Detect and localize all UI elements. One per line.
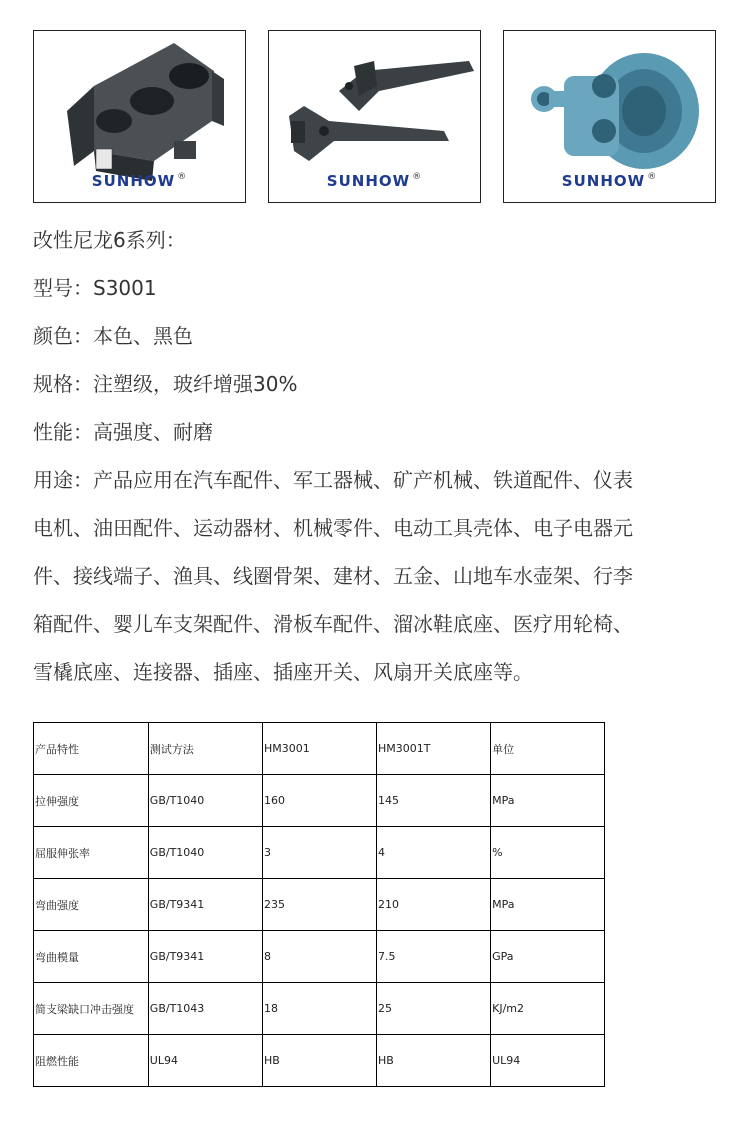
table-cell: 18 (262, 983, 376, 1035)
product-photo-bracket (33, 30, 246, 203)
table-cell: GB/T9341 (148, 931, 262, 983)
series-title: 改性尼龙6系列： (33, 228, 186, 252)
table-cell: 简支梁缺口冲击强度 (34, 983, 149, 1035)
table-row (34, 827, 605, 879)
model-line: 型号：S3001 (33, 276, 157, 300)
table-cell: 8 (262, 931, 376, 983)
table-cell: 阻燃性能 (34, 1035, 149, 1087)
header-cell: HM3001T (376, 723, 490, 775)
properties-table (33, 722, 605, 1087)
table-cell: 屈服伸张率 (34, 827, 149, 879)
table-cell: 235 (262, 879, 376, 931)
table-cell: KJ/m2 (491, 983, 605, 1035)
table-cell: 拉伸强度 (34, 775, 149, 827)
table-cell: 145 (376, 775, 490, 827)
table-cell: GB/T1043 (148, 983, 262, 1035)
table-cell: HB (376, 1035, 490, 1087)
table-cell: 7.5 (376, 931, 490, 983)
table-cell: UL94 (148, 1035, 262, 1087)
usage-line: 电机、油田配件、运动器材、机械零件、电动工具壳体、电子电器元 (33, 516, 633, 540)
usage-line: 雪橇底座、连接器、插座、插座开关、风扇开关底座等。 (33, 660, 533, 684)
product-photo-housing (503, 30, 716, 203)
color-line: 颜色：本色、黑色 (33, 324, 193, 348)
header-cell: 单位 (491, 723, 605, 775)
table-cell: 210 (376, 879, 490, 931)
table-cell: GPa (491, 931, 605, 983)
sunhow-logo: SUNHOW ® (561, 172, 658, 190)
table-cell: GB/T1040 (148, 827, 262, 879)
table-row (34, 931, 605, 983)
product-photos (33, 30, 719, 206)
table-cell: 4 (376, 827, 490, 879)
table-header-row (34, 723, 605, 775)
table-cell: 弯曲强度 (34, 879, 149, 931)
table-cell: 弯曲模量 (34, 931, 149, 983)
table-cell: 25 (376, 983, 490, 1035)
spec-line: 规格：注塑级，玻纤增强30% (33, 372, 298, 396)
sunhow-logo: SUNHOW ® (91, 172, 188, 190)
header-cell: HM3001 (262, 723, 376, 775)
usage-line: 箱配件、婴儿车支架配件、滑板车配件、溜冰鞋底座、医疗用轮椅、 (33, 612, 633, 636)
table-cell: % (491, 827, 605, 879)
table-cell: UL94 (491, 1035, 605, 1087)
header-cell: 测试方法 (148, 723, 262, 775)
sunhow-logo: SUNHOW ® (326, 172, 423, 190)
table-row (34, 879, 605, 931)
table-cell: GB/T9341 (148, 879, 262, 931)
table-cell: GB/T1040 (148, 775, 262, 827)
table-cell: MPa (491, 879, 605, 931)
usage-line: 件、接线端子、渔具、线圈骨架、建材、五金、山地车水壶架、行李 (33, 564, 633, 588)
header-cell: 产品特性 (34, 723, 149, 775)
table-row (34, 1035, 605, 1087)
product-description (33, 228, 723, 696)
performance-line: 性能：高强度、耐磨 (33, 420, 213, 444)
table-cell: 160 (262, 775, 376, 827)
table-cell: HB (262, 1035, 376, 1087)
table-cell: 3 (262, 827, 376, 879)
table-row (34, 775, 605, 827)
usage-line: 用途：产品应用在汽车配件、军工器械、矿产机械、铁道配件、仪表 (33, 468, 633, 492)
usage-paragraph (33, 456, 723, 696)
product-photo-lever (268, 30, 481, 203)
table-row (34, 983, 605, 1035)
table-cell: MPa (491, 775, 605, 827)
